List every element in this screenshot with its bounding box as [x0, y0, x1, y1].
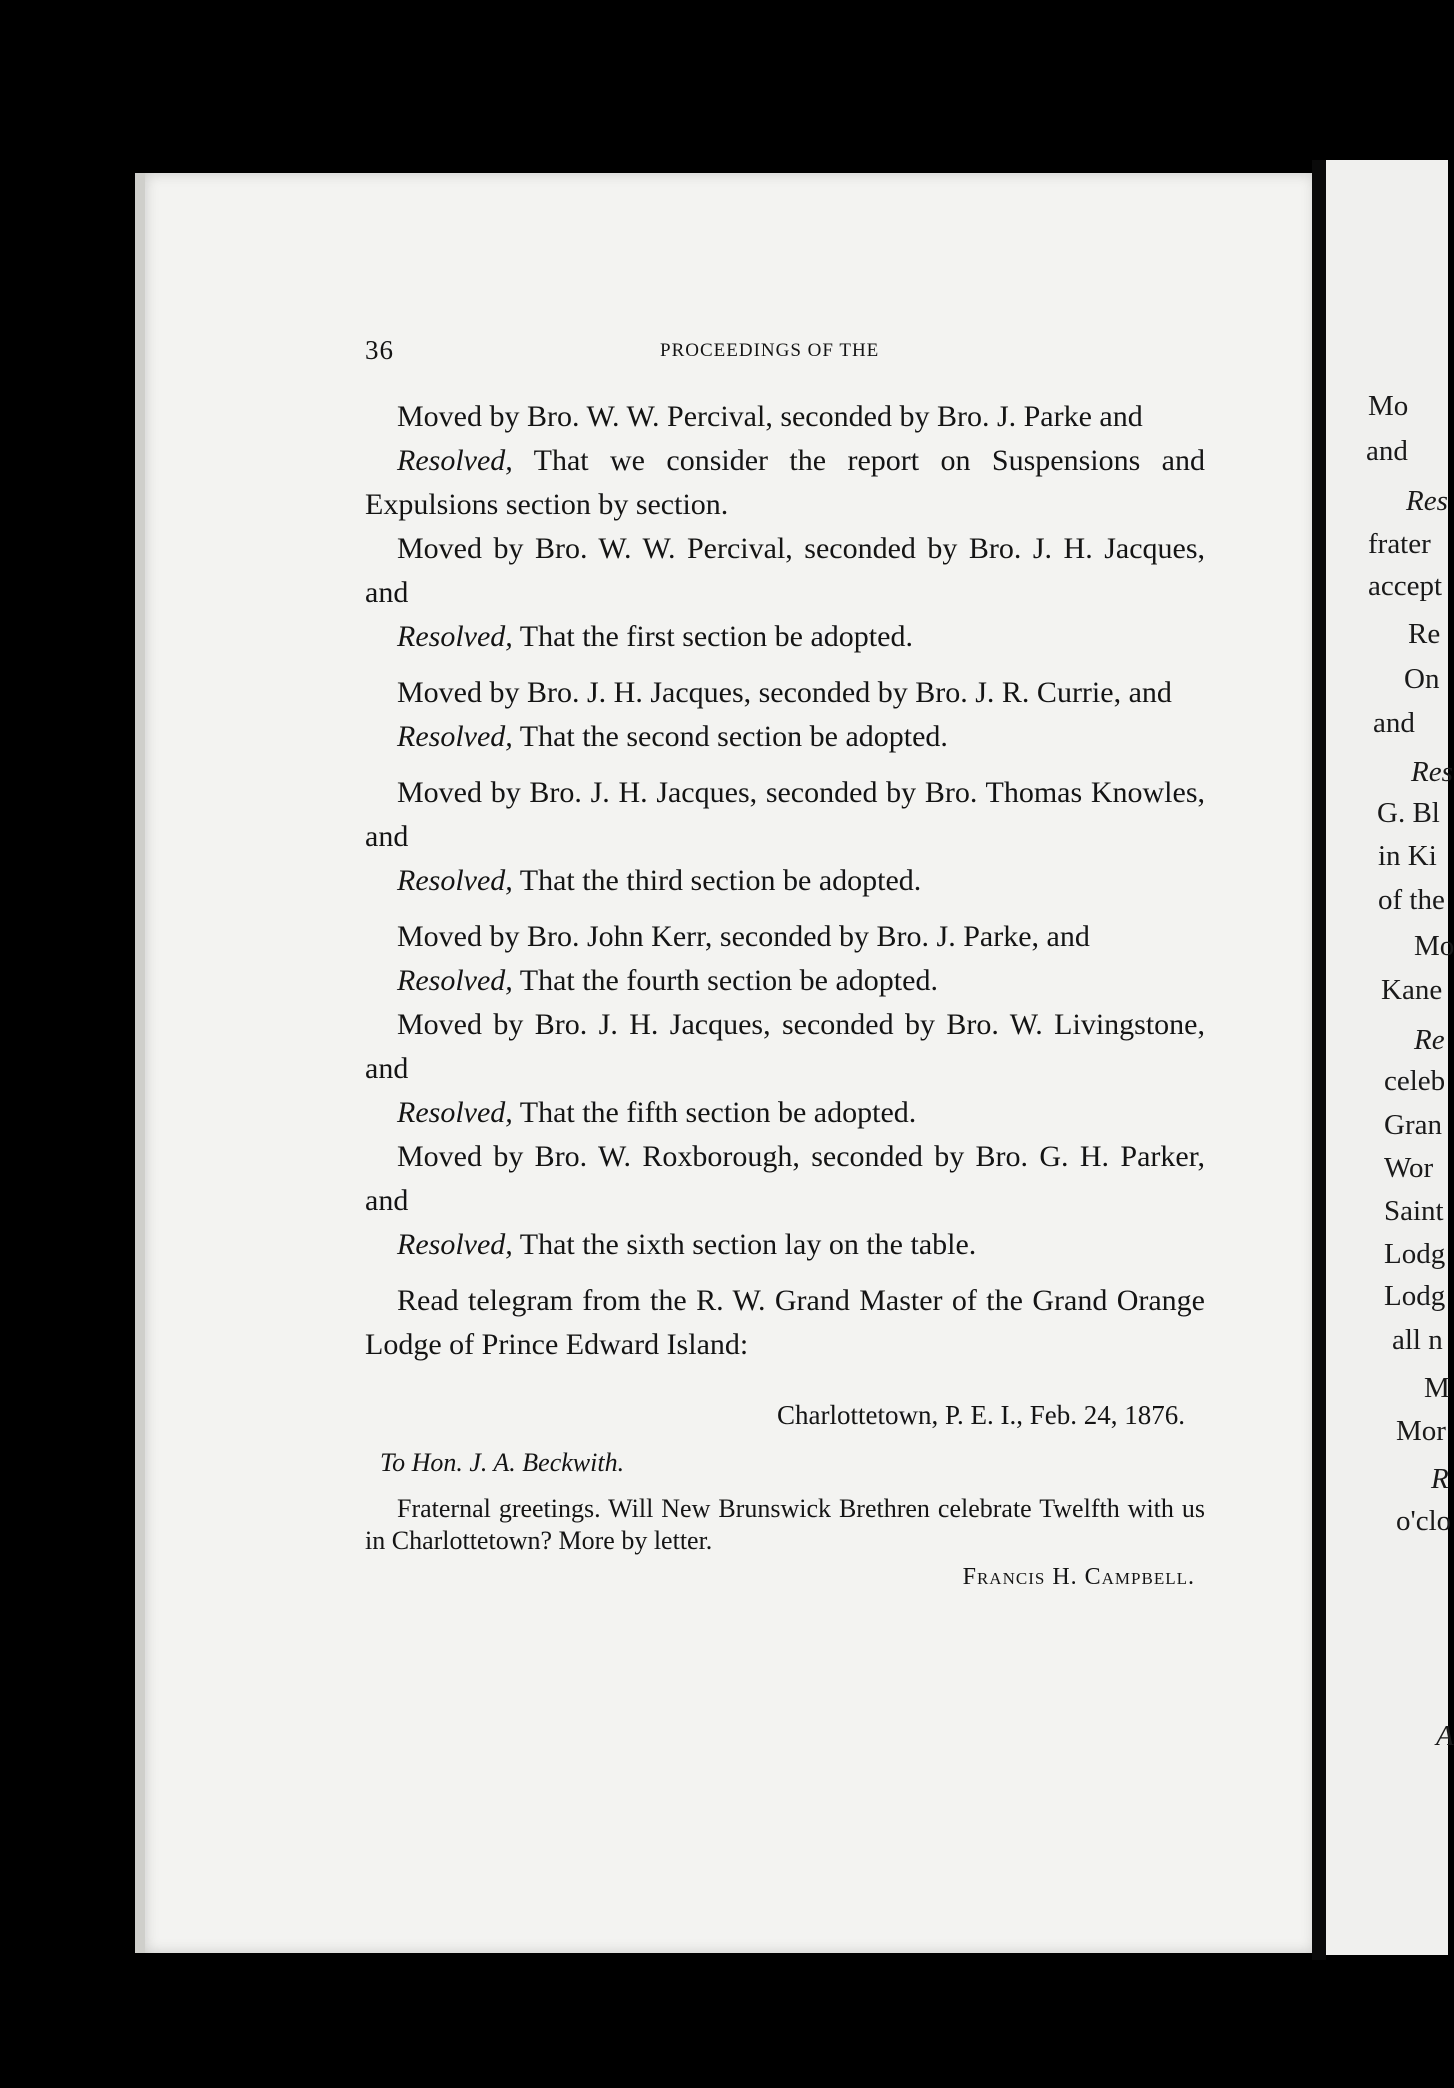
- facing-text: Kane: [1381, 974, 1443, 1006]
- facing-text: Wor: [1384, 1152, 1434, 1184]
- resolved-label: Resolved,: [397, 1096, 513, 1129]
- facing-text: Mo: [1414, 930, 1454, 962]
- paragraph-text: That we consider the report on Suspensions and Expulsions section by section.: [365, 444, 1205, 521]
- paragraph-motion: [365, 527, 1205, 615]
- telegram-signature: Francis H. Campbell.: [962, 1564, 1195, 1590]
- facing-text: in Ki: [1378, 840, 1437, 872]
- facing-text: G. Bl: [1377, 797, 1440, 829]
- facing-text: Gran: [1384, 1109, 1442, 1141]
- paragraph-text: That the sixth section lay on the table.: [512, 1228, 977, 1261]
- facing-text: o'clo: [1396, 1505, 1452, 1537]
- facing-text: and: [1366, 435, 1408, 467]
- resolved-label: Resolved,: [397, 620, 513, 653]
- resolved-label: Resolved,: [397, 1228, 513, 1261]
- paragraph-motion: [365, 671, 1205, 715]
- telegram-body: Fraternal greetings. Will New Brunswick Brethren celebrate Twelfth with us in Charlottetown? More by letter.: [365, 1494, 1205, 1555]
- facing-text: of the: [1378, 884, 1445, 916]
- telegram-dateline: Charlottetown, P. E. I., Feb. 24, 1876.: [777, 1400, 1185, 1430]
- page-number: 36: [365, 335, 394, 365]
- facing-text: On: [1404, 663, 1440, 695]
- facing-text: and: [1373, 707, 1415, 739]
- running-head-title: PROCEEDINGS OF THE: [660, 340, 880, 361]
- paragraph-text: Moved by Bro. John Kerr, seconded by Bro. J. Parke, and: [397, 920, 1090, 953]
- running-head: [365, 335, 1205, 375]
- paragraph-motion: [365, 395, 1205, 439]
- facing-text: all n: [1392, 1324, 1443, 1356]
- paragraph-text: Moved by Bro. W. W. Percival, seconded by Bro. J. Parke and: [397, 400, 1143, 433]
- paragraph-resolution: [365, 859, 1205, 903]
- paragraph-text: Moved by Bro. W. Roxborough, seconded by Bro. G. H. Parker, and: [365, 1140, 1205, 1217]
- resolved-label: Resolved,: [397, 864, 513, 897]
- facing-text: Mor: [1396, 1415, 1446, 1447]
- facing-text: celeb: [1384, 1065, 1446, 1097]
- facing-text: frater: [1368, 528, 1431, 560]
- paragraph-text: Moved by Bro. J. H. Jacques, seconded by Bro. W. Livingstone, and: [365, 1008, 1205, 1085]
- facing-text: M: [1424, 1372, 1450, 1404]
- facing-text: R: [1431, 1463, 1449, 1495]
- facing-text: Lodg: [1384, 1280, 1446, 1312]
- book-gutter: [1312, 160, 1326, 1960]
- paragraph-motion: [365, 1135, 1205, 1223]
- paragraph-text: That the third section be adopted.: [512, 864, 922, 897]
- paragraph-resolution: [365, 715, 1205, 759]
- paragraph-text: Moved by Bro. W. W. Percival, seconded by Bro. J. H. Jacques, and: [365, 532, 1205, 609]
- paragraph-text: Moved by Bro. J. H. Jacques, seconded by Bro. J. R. Currie, and: [397, 676, 1172, 709]
- facing-text: Saint: [1384, 1195, 1444, 1227]
- paragraph-motion: [365, 1003, 1205, 1091]
- paragraph-resolution: [365, 1223, 1205, 1267]
- facing-text: Lodg: [1384, 1238, 1446, 1270]
- paragraph-resolution: [365, 615, 1205, 659]
- facing-text: accept: [1368, 570, 1443, 602]
- paragraph-text: Read telegram from the R. W. Grand Master of the Grand Orange Lodge of Prince Edward Island:: [365, 1284, 1205, 1361]
- resolved-label: Resolved,: [397, 720, 513, 753]
- paragraph-text: That the fourth section be adopted.: [512, 964, 938, 997]
- paragraph-motion: [365, 915, 1205, 959]
- facing-text: A: [1436, 1720, 1454, 1752]
- right-page-fragment: [1326, 160, 1454, 1955]
- facing-text: Re: [1414, 1024, 1445, 1056]
- facing-text: Res: [1411, 756, 1453, 788]
- paragraph-telegram-intro: [365, 1279, 1205, 1367]
- facing-text: Re: [1408, 618, 1441, 650]
- page-content: [365, 335, 1205, 1597]
- paragraph-resolution: [365, 959, 1205, 1003]
- telegram-addressee: To Hon. J. A. Beckwith.: [380, 1448, 625, 1477]
- paragraph-text: That the second section be adopted.: [512, 720, 948, 753]
- paragraph-text: That the first section be adopted.: [512, 620, 913, 653]
- paragraph-text: That the fifth section be adopted.: [512, 1096, 917, 1129]
- facing-text: Res: [1406, 485, 1448, 517]
- paragraph-resolution: [365, 1091, 1205, 1135]
- resolved-label: Resolved,: [397, 964, 513, 997]
- paragraph-resolution: [365, 439, 1205, 527]
- facing-text: Mo: [1368, 390, 1409, 422]
- paragraph-text: Moved by Bro. J. H. Jacques, seconded by Bro. Thomas Knowles, and: [365, 776, 1205, 853]
- paragraph-motion: [365, 771, 1205, 859]
- resolved-label: Resolved,: [397, 444, 513, 477]
